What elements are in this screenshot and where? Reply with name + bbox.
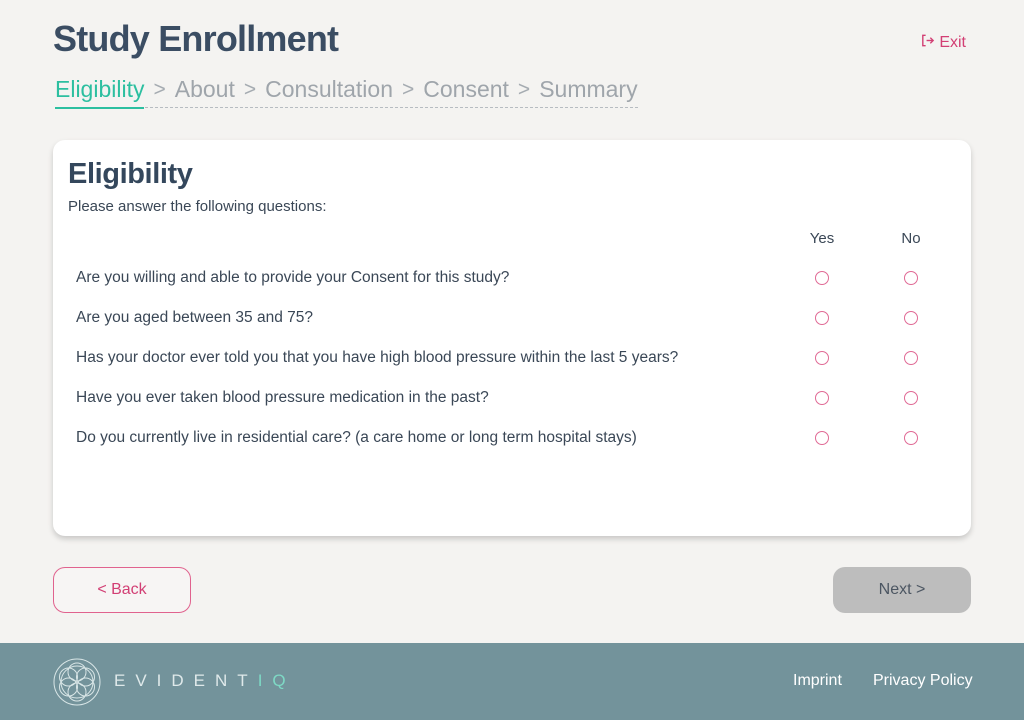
step-separator: > [517,77,531,101]
question-row [53,303,971,333]
card-title: Eligibility [68,158,193,190]
radio-no[interactable] [904,351,918,365]
question-text: Have you ever taken blood pressure medication in the past? [76,389,489,406]
radio-no[interactable] [904,311,918,325]
back-button[interactable]: < Back [53,567,191,613]
question-row [53,263,971,293]
radio-yes[interactable] [815,431,829,445]
question-text: Has your doctor ever told you that you have high blood pressure within the last 5 years? [76,349,679,366]
footer [0,643,1024,720]
page-title: Study Enrollment [53,18,339,59]
question-text: Are you aged between 35 and 75? [76,309,313,326]
step-about[interactable]: About [174,76,235,102]
eligibility-card [53,140,971,536]
step-summary[interactable]: Summary [539,76,638,102]
brand-accent: IQ [257,671,296,690]
step-separator: > [153,77,166,101]
brand-main: EVIDENT [114,671,258,690]
step-consultation[interactable]: Consultation [265,76,393,102]
question-row [53,383,971,413]
radio-yes[interactable] [815,351,829,365]
exit-button[interactable] [920,33,966,53]
imprint-link[interactable]: Imprint [793,672,842,689]
radio-no[interactable] [904,431,918,445]
radio-no[interactable] [904,271,918,285]
step-consent[interactable]: Consent [423,76,509,102]
next-button[interactable]: Next > [833,567,971,613]
brand-wordmark [114,671,296,691]
column-header-yes: Yes [809,230,835,247]
evidentiq-logo-icon [52,657,102,707]
question-row [53,423,971,453]
column-header-no: No [901,230,921,247]
radio-yes[interactable] [815,391,829,405]
progress-steps [55,76,638,108]
step-separator: > [401,77,415,101]
radio-yes[interactable] [815,271,829,285]
step-separator: > [243,77,257,101]
radio-yes[interactable] [815,311,829,325]
radio-no[interactable] [904,391,918,405]
exit-label: Exit [939,34,966,51]
question-row [53,343,971,373]
question-text: Are you willing and able to provide your Consent for this study? [76,269,510,286]
card-instruction: Please answer the following questions: [68,198,327,215]
step-eligibility[interactable]: Eligibility [55,76,144,109]
question-text: Do you currently live in residential care? (a care home or long term hospital stays) [76,429,637,446]
privacy-policy-link[interactable]: Privacy Policy [873,672,973,689]
exit-icon [920,33,935,53]
